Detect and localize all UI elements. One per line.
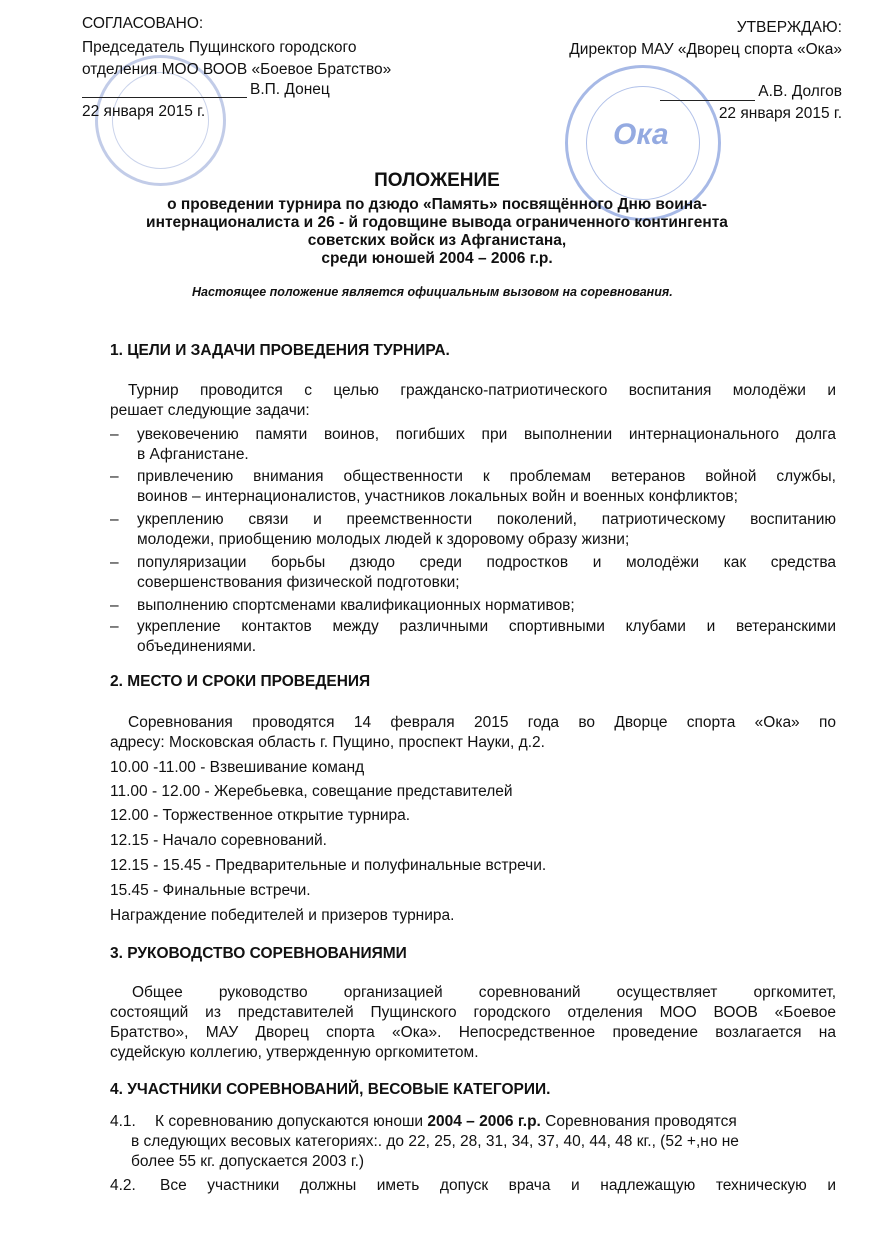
bullet-dash: – [110, 426, 119, 443]
clause-number-4-1: 4.1. [110, 1113, 136, 1130]
section-4-heading: 4. УЧАСТНИКИ СОРЕВНОВАНИЙ, ВЕСОВЫЕ КАТЕГОРИИ. [110, 1081, 551, 1098]
approval-left-line2: отделения МОО ВООВ «Боевое Братство» [82, 61, 392, 78]
list-item-line2: молодежи, приобщению молодых людей к здоровому образу жизни; [137, 531, 630, 548]
list-item-line2: воинов – интернационалистов, участников локальных войн и военных конфликтов; [137, 488, 738, 505]
clause-number-4-2: 4.2. [110, 1177, 136, 1194]
section-2-para-line2: адресу: Московская область г. Пущино, проспект Науки, д.2. [110, 734, 545, 751]
schedule-item: 11.00 - 12.00 - Жеребьевка, совещание представителей [110, 783, 513, 800]
schedule-item: 12.15 - Начало соревнований. [110, 832, 327, 849]
section-2-heading: 2. МЕСТО И СРОКИ ПРОВЕДЕНИЯ [110, 673, 371, 690]
list-item-line1: популяризации борьбы дзюдо среди подростков и молодёжи как средства [137, 554, 836, 571]
approval-left-date: 22 января 2015 г. [82, 103, 206, 120]
title-sub-line1: о проведении турнира по дзюдо «Память» посвящённого Дню воина- [167, 196, 707, 213]
bullet-dash: – [110, 618, 119, 635]
title-sub-line3: советских войск из Афганистана, [307, 232, 567, 249]
list-item-line1: выполнению спортсменами квалификационных нормативов; [137, 597, 575, 614]
approval-right-title: УТВЕРЖДАЮ: [736, 19, 842, 36]
approval-left-title: СОГЛАСОВАНО: [82, 15, 204, 32]
schedule-item: 12.15 - 15.45 - Предварительные и полуфинальные встречи. [110, 857, 547, 874]
clause-4-1-line2: в следующих весовых категориях:. до 22, 25, 28, 31, 34, 37, 40, 44, 48 кг., (52 +,но не [131, 1133, 739, 1150]
document-title: ПОЛОЖЕНИЕ [374, 170, 500, 191]
section-3-line4: судейскую коллегию, утвержденную оргкомитетом. [110, 1044, 479, 1061]
approval-right-line1: Директор МАУ «Дворец спорта «Ока» [569, 41, 842, 58]
signature-line-left [82, 97, 247, 98]
section-3-line1: Общее руководство организацией соревнований осуществляет оргкомитет, [132, 984, 836, 1001]
bullet-dash: – [110, 468, 119, 485]
list-item-line1: привлечению внимания общественности к проблемам ветеранов войной службы, [137, 468, 836, 485]
bullet-dash: – [110, 511, 119, 528]
section-3-line2: состоящий из представителей Пущинского городского отделения МОО ВООВ «Боевое [110, 1004, 836, 1021]
list-item-line2: совершенствования физической подготовки; [137, 574, 460, 591]
clause-4-1-text-end: Соревнования проводятся [540, 1113, 737, 1130]
section-1-intro-line1: Турнир проводится с целью гражданско-патриотического воспитания молодёжи и [128, 382, 836, 399]
section-1-intro-line2: решает следующие задачи: [110, 402, 310, 419]
schedule-item: 10.00 -11.00 - Взвешивание команд [110, 759, 365, 776]
section-3-heading: 3. РУКОВОДСТВО СОРЕВНОВАНИЯМИ [110, 945, 407, 962]
bullet-dash: – [110, 554, 119, 571]
approval-right-date: 22 января 2015 г. [718, 105, 842, 122]
schedule-item: 12.00 - Торжественное открытие турнира. [110, 807, 411, 824]
clause-4-2-line1: Все участники должны иметь допуск врача и надлежащую техническую и [160, 1177, 836, 1194]
list-item-line2: в Афганистане. [137, 446, 249, 463]
title-sub-line4: среди юношей 2004 – 2006 г.р. [321, 250, 553, 267]
section-2-para-line1: Соревнования проводятся 14 февраля 2015 года во Дворце спорта «Ока» по [128, 714, 836, 731]
title-sub-line2: интернационалиста и 26 - й годовщине вывода ограниченного контингента [146, 214, 728, 231]
clause-4-1-years: 2004 – 2006 г.р. [427, 1113, 541, 1130]
clause-4-1-text: К соревнованию допускаются юноши [155, 1113, 428, 1130]
signature-line-right [660, 100, 755, 101]
clause-4-1-line1 [155, 1112, 737, 1132]
clause-4-1-line3: более 55 кг. допускается 2003 г.) [131, 1153, 365, 1170]
list-item-line1: укреплению связи и преемственности поколений, патриотическому воспитанию [137, 511, 836, 528]
schedule-item: Награждение победителей и призеров турнира. [110, 907, 455, 924]
section-3-line3: Братство», МАУ Дворец спорта «Ока». Непосредственное проведение возлагается на [110, 1024, 836, 1041]
section-1-heading: 1. ЦЕЛИ И ЗАДАЧИ ПРОВЕДЕНИЯ ТУРНИРА. [110, 342, 450, 359]
list-item-line2: объединениями. [137, 638, 257, 655]
schedule-item: 15.45 - Финальные встречи. [110, 882, 311, 899]
list-item-line1: увековечению памяти воинов, погибших при выполнении интернационального долга [137, 426, 836, 443]
official-invitation-note: Настоящее положение является официальным вызовом на соревнования. [192, 285, 673, 299]
list-item-line1: укрепление контактов между различными спортивными клубами и ветеранскими [137, 618, 836, 635]
approval-right-signer: А.В. Долгов [758, 83, 842, 100]
approval-left-line1: Председатель Пущинского городского [82, 39, 357, 56]
approval-left-signer: В.П. Донец [250, 81, 330, 98]
stamp-logo-text: Ока [613, 118, 669, 151]
bullet-dash: – [110, 597, 119, 614]
